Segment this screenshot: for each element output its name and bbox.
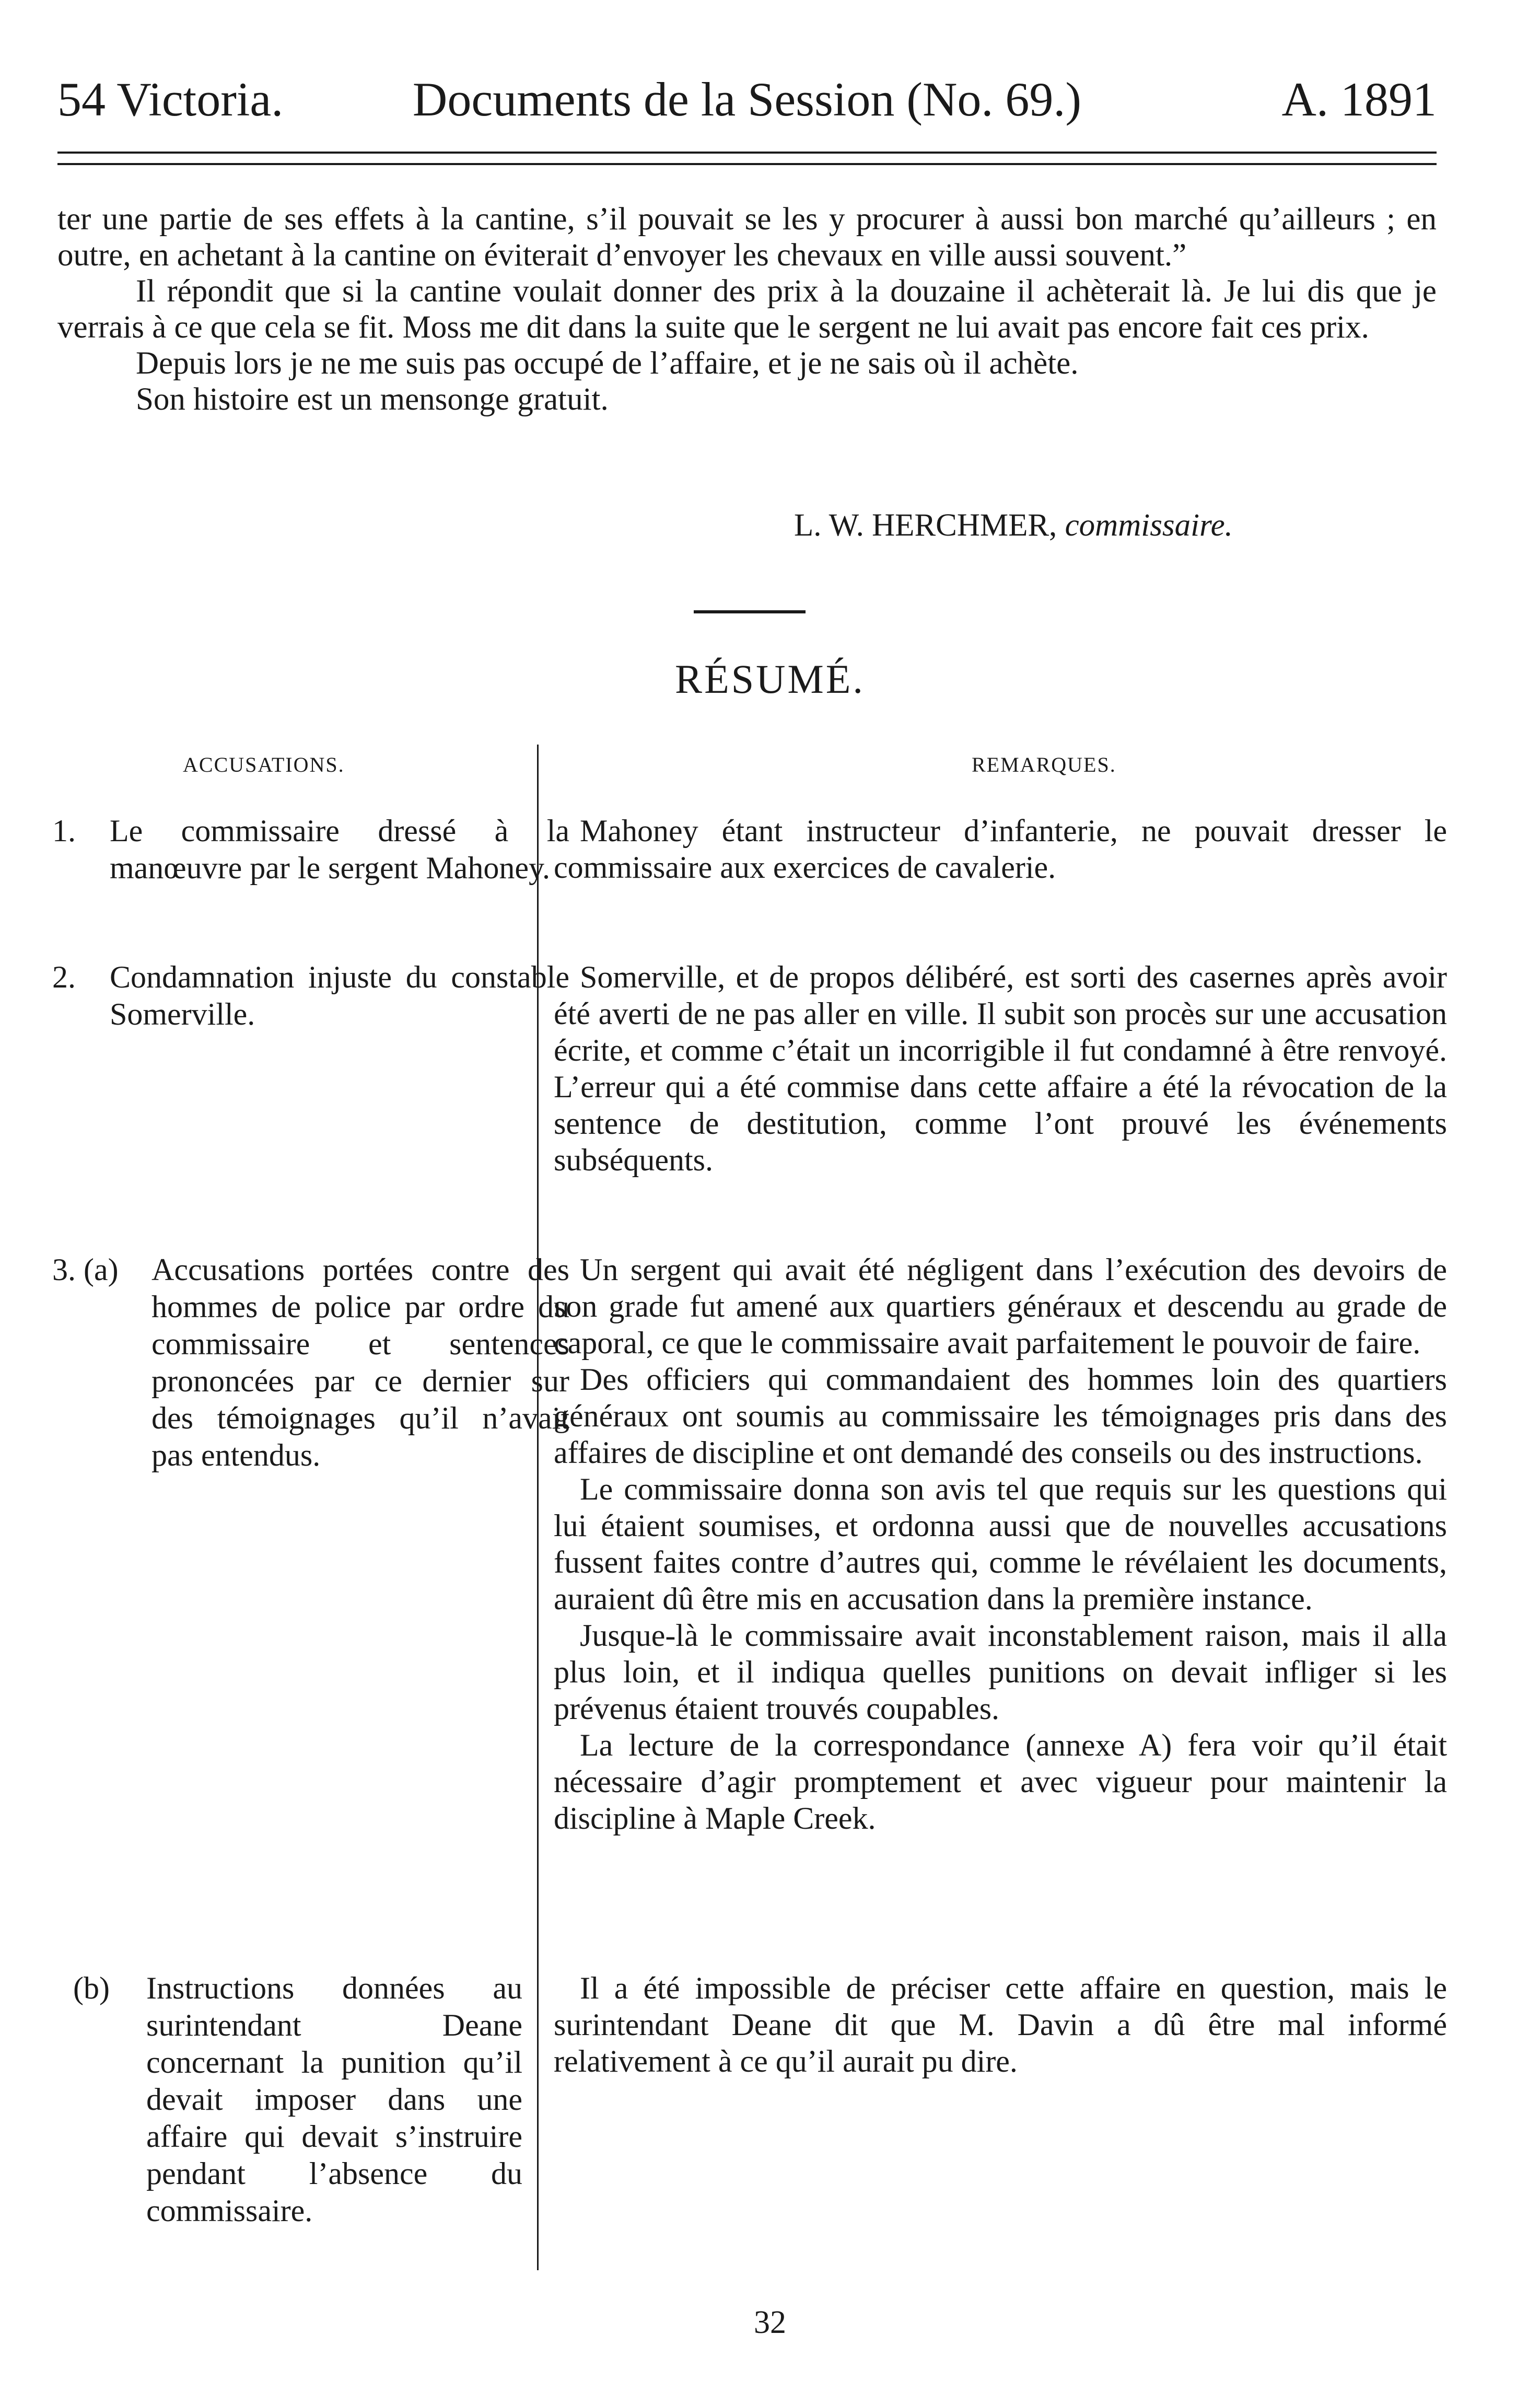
signature	[794, 507, 1233, 544]
accusation-text: Condamnation injuste du constable Somerville.	[110, 960, 569, 1031]
header-rule-top	[57, 152, 1437, 154]
header-session-title: Documents de la Session (No. 69.)	[412, 73, 1082, 126]
remarque-paragraph: Un sergent qui avait été négligent dans l’exécution des devoirs de son grade fut amené aux quartiers généraux et descendu au grade de caporal, ce que le commissaire avait parfaitement le pouvoir de faire.	[554, 1252, 1447, 1360]
intro-paragraph-3: Depuis lors je ne me suis pas occupé de l’affaire, et je ne sais où il achète.	[136, 346, 1079, 381]
header-rule-bottom	[57, 163, 1437, 165]
page-number: 32	[754, 2305, 786, 2340]
remarque-paragraph: Il a été impossible de préciser cette affaire en question, mais le surintendant Deane dit que M. Davin a dû être mal informé relativement à ce qu’il aurait pu dire.	[554, 1971, 1447, 2078]
accusation-text: Le commissaire dressé à la manœuvre par le sergent Mahoney.	[110, 814, 569, 885]
page-header	[57, 68, 1437, 131]
remarque-3b	[554, 1970, 1447, 2080]
remarque-paragraph: Jusque-là le commissaire avait inconstablement raison, mais il alla plus loin, et il indiqua quelles punitions on devait infliger si les prévenus étaient trouvés coupables.	[554, 1618, 1447, 1726]
accusation-number: (b)	[73, 1971, 110, 2005]
header-year: A. 1891	[1281, 73, 1437, 126]
remarques-heading: REMARQUES.	[972, 753, 1116, 776]
section-separator	[694, 610, 806, 613]
intro-text	[57, 201, 1437, 417]
resume-title: RÉSUMÉ.	[675, 656, 865, 702]
accusation-number: 3. (a)	[52, 1252, 119, 1287]
header-volume: 54 Victoria.	[57, 73, 284, 126]
intro-paragraph-2: Il répondit que si la cantine voulait donner des prix à la douzaine il achèterait là. Je lui dis que je verrais à ce que cela se fit. Moss me dit dans la suite que le sergent ne lui avait pas encore fait ces prix.	[57, 274, 1437, 345]
intro-paragraph-4: Son histoire est un mensonge gratuit.	[136, 382, 609, 417]
signature-title: commissaire.	[1065, 508, 1233, 543]
remarque-paragraph: La lecture de la correspondance (annexe A) fera voir qu’il était nécessaire d’agir promptement et avec vigueur pour maintenir la discipline à Maple Creek.	[554, 1728, 1447, 1836]
accusation-text: Instructions données au surintendant Deane concernant la punition qu’il devait imposer dans une affaire qui devait s’instruire pendant l’absence du commissaire.	[146, 1971, 522, 2228]
accusation-number: 1.	[52, 814, 76, 848]
remarque-3a	[554, 1251, 1447, 1837]
remarque-2	[554, 959, 1447, 1178]
remarque-paragraph: Somerville, et de propos délibéré, est sorti des casernes après avoir été averti de ne pas aller en ville. Il subit son procès sur une accusation écrite, et comme c’était un incorrigible il fut condamné à être renvoyé. L’erreur qui a été commise dans cette affaire a été la révocation de la sentence de destitution, comme l’ont prouvé les événements subséquents.	[554, 960, 1447, 1177]
remarque-paragraph: Le commissaire donna son avis tel que requis sur les questions qui lui étaient soumises, et ordonna aussi que de nouvelles accusations fussent faites contre d’autres qui, comme le révélaient les documents, auraient dû être mis en accusation dans la première instance.	[554, 1472, 1447, 1616]
remarque-paragraph: Des officiers qui commandaient des hommes loin des quartiers généraux ont soumis au commissaire les témoignages pris dans des affaires de discipline et ont demandé des conseils ou des instructions.	[554, 1362, 1447, 1470]
intro-paragraph-1: ter une partie de ses effets à la cantine, s’il pouvait se les y procurer à aussi bon marché qu’ailleurs ; en outre, en achetant à la cantine on éviterait d’envoyer les chevaux en ville aussi souvent.”	[57, 202, 1437, 273]
remarque-1	[554, 812, 1447, 886]
accusation-number: 2.	[52, 960, 76, 994]
remarque-paragraph: Mahoney étant instructeur d’infanterie, ne pouvait dresser le commissaire aux exercices de cavalerie.	[554, 814, 1447, 885]
accusations-heading: ACCUSATIONS.	[183, 753, 345, 776]
accusation-text: Accusations portées contre des hommes de police par ordre du commissaire et sentences prononcées par ce dernier sur des témoignages qu’il n’avait pas entendus.	[151, 1252, 569, 1472]
signature-name: L. W. HERCHMER,	[794, 508, 1057, 543]
